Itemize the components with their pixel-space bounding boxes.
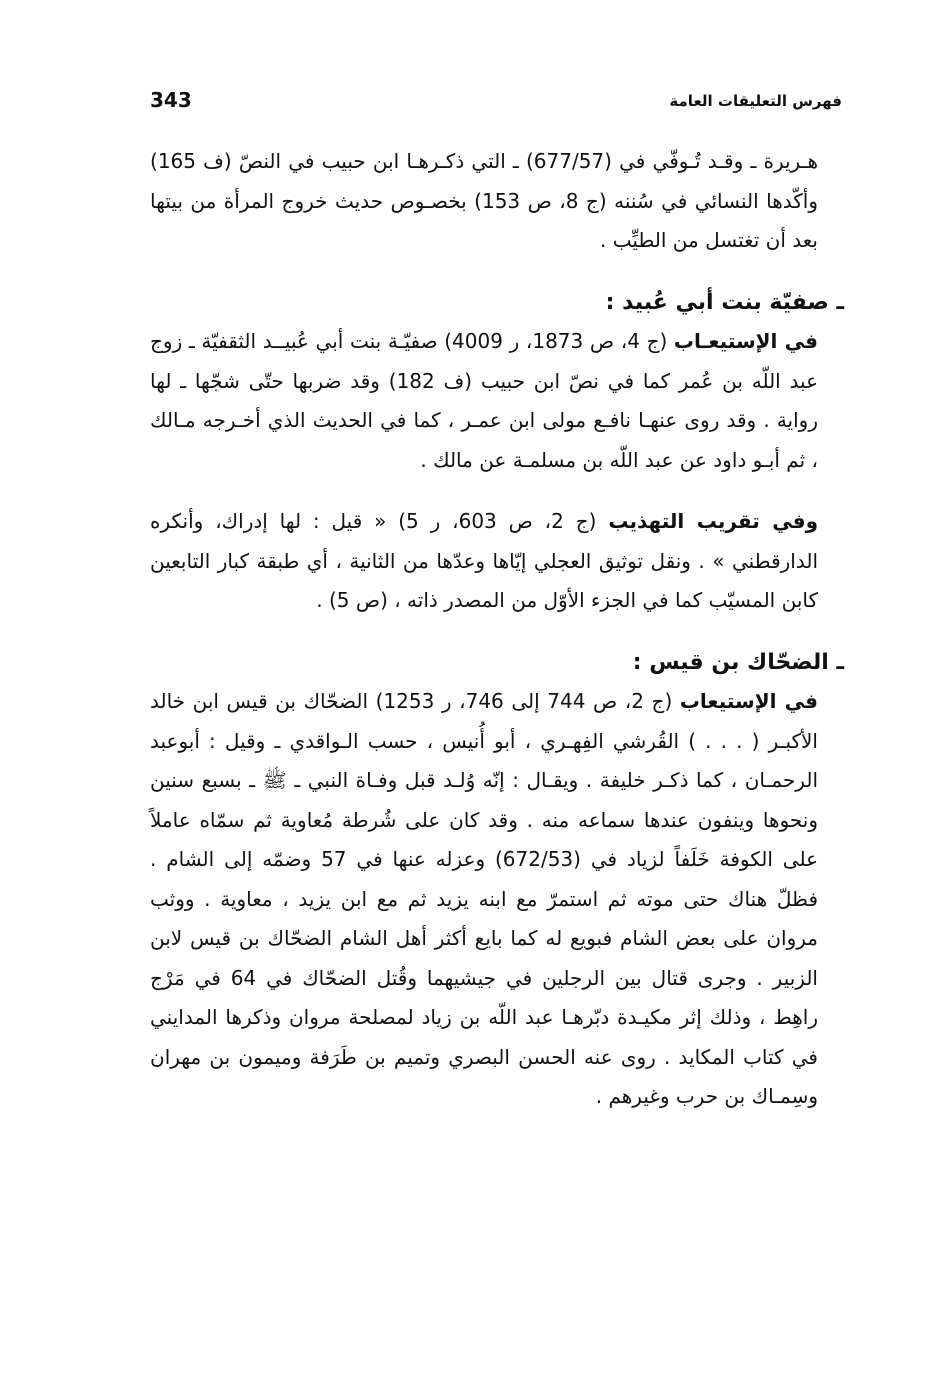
source-title-istiab: في الإستيعـاب bbox=[673, 329, 818, 353]
section-heading-safiyya: ـ صفيّة بنت أبي عُبيد : bbox=[605, 289, 844, 315]
running-header bbox=[150, 88, 842, 118]
body-text bbox=[150, 142, 844, 1117]
page-number: 343 bbox=[150, 88, 192, 112]
paragraph-text: (ج 2، ص 603، ر 5) « قيل : لها إدراك، وأنكره الدارقطني » . ونقل توثيق العجلي إيّاها وعدّها من الثانية ، أي طبقة كبار التابعين كابن المسيّب كما في الجزء الأوّل من المصدر ذاته ، (ص 5) . bbox=[150, 509, 818, 612]
source-title-taqrib: وفي تقريب التهذيب bbox=[608, 509, 818, 533]
paragraph-dahhak-istiab bbox=[150, 682, 818, 1117]
paragraph-safiyya-istiab bbox=[150, 322, 818, 480]
paragraph-hurayra-continuation: هـريرة ـ وقـد تُـوفّي في (677/57) ـ التي ذكـرهـا ابن حبيب في النصّ (ف 165) وأكّدها النسائي في سُننه (ج 8، ص 153) بخصـوص حديث خروج المرأة من بيتها بعد أن تغتسل من الطيِّب . bbox=[150, 149, 819, 252]
section-heading-dahhak: ـ الضحّاك بن قيس : bbox=[632, 649, 844, 675]
header-title: فهرس التعليقات العامة bbox=[669, 92, 842, 110]
paragraph-text: (ج 4، ص 1873، ر 4009) صفيّـة بنت أبي عُبيــد الثقفيّة ـ زوج عبد اللّه بن عُمر كما في نصّ ابن حبيب (ف 182) وقد ضربها حتّى شجّها ـ لها رواية . وقد روى عنهـا نافـع مولى ابن عمـر ، كما في الحديث الذي أخـرجه مـالك ، ثم أبـو داود عن عبد اللّه بن مسلمـة عن مالك . bbox=[150, 329, 819, 472]
source-title-istiab: في الإستيعاب bbox=[679, 689, 818, 713]
paragraph-text: (ج 2، ص 744 إلى 746، ر 1253) الضحّاك بن قيس ابن خالد الأكبـر ( . . . ) القُرشي الفِهـري ، أبو أُنيس ، حسب الـواقدي ـ وقيل : أبوعبد الرحمـان ، كما ذكـر خليفة . ويقـال : إنّه وُلـد قبل وفـاة النبي ـ ﷺ ـ بسبع سنين ونحوها وينفون عندها سماعه منه . وقد كان على شُرطة مُعاوية ثم سمّاه عاملاً على الكوفة خَلَفاً لزياد في (672/53) وعزله عنها في 57 وضمّه إلى الشام . فظلّ هناك حتى موته ثم استمرّ مع ابنه يزيد ثم مع ابن يزيد ، معاوية . ووثب مروان على بعض الشام فبويع له كما بايع أكثر أهل الشام الضحّاك بن قيس لابن الزبير . وجرى قتال بين الرجلين في جيشيهما وقُتل الضحّاك في 64 في مَرْج راهِط ، وذلك إثر مكيـدة دبّرهـا عبد اللّه بن زياد لمصلحة مروان وذكرها المدايني في كتاب المكايد . روى عنه الحسن البصري وتميم بن طَرَفة وميمون بن مهران وسِمـاك بن حرب وغيرهم . bbox=[150, 689, 819, 1108]
paragraph-safiyya-taqrib bbox=[150, 502, 818, 621]
